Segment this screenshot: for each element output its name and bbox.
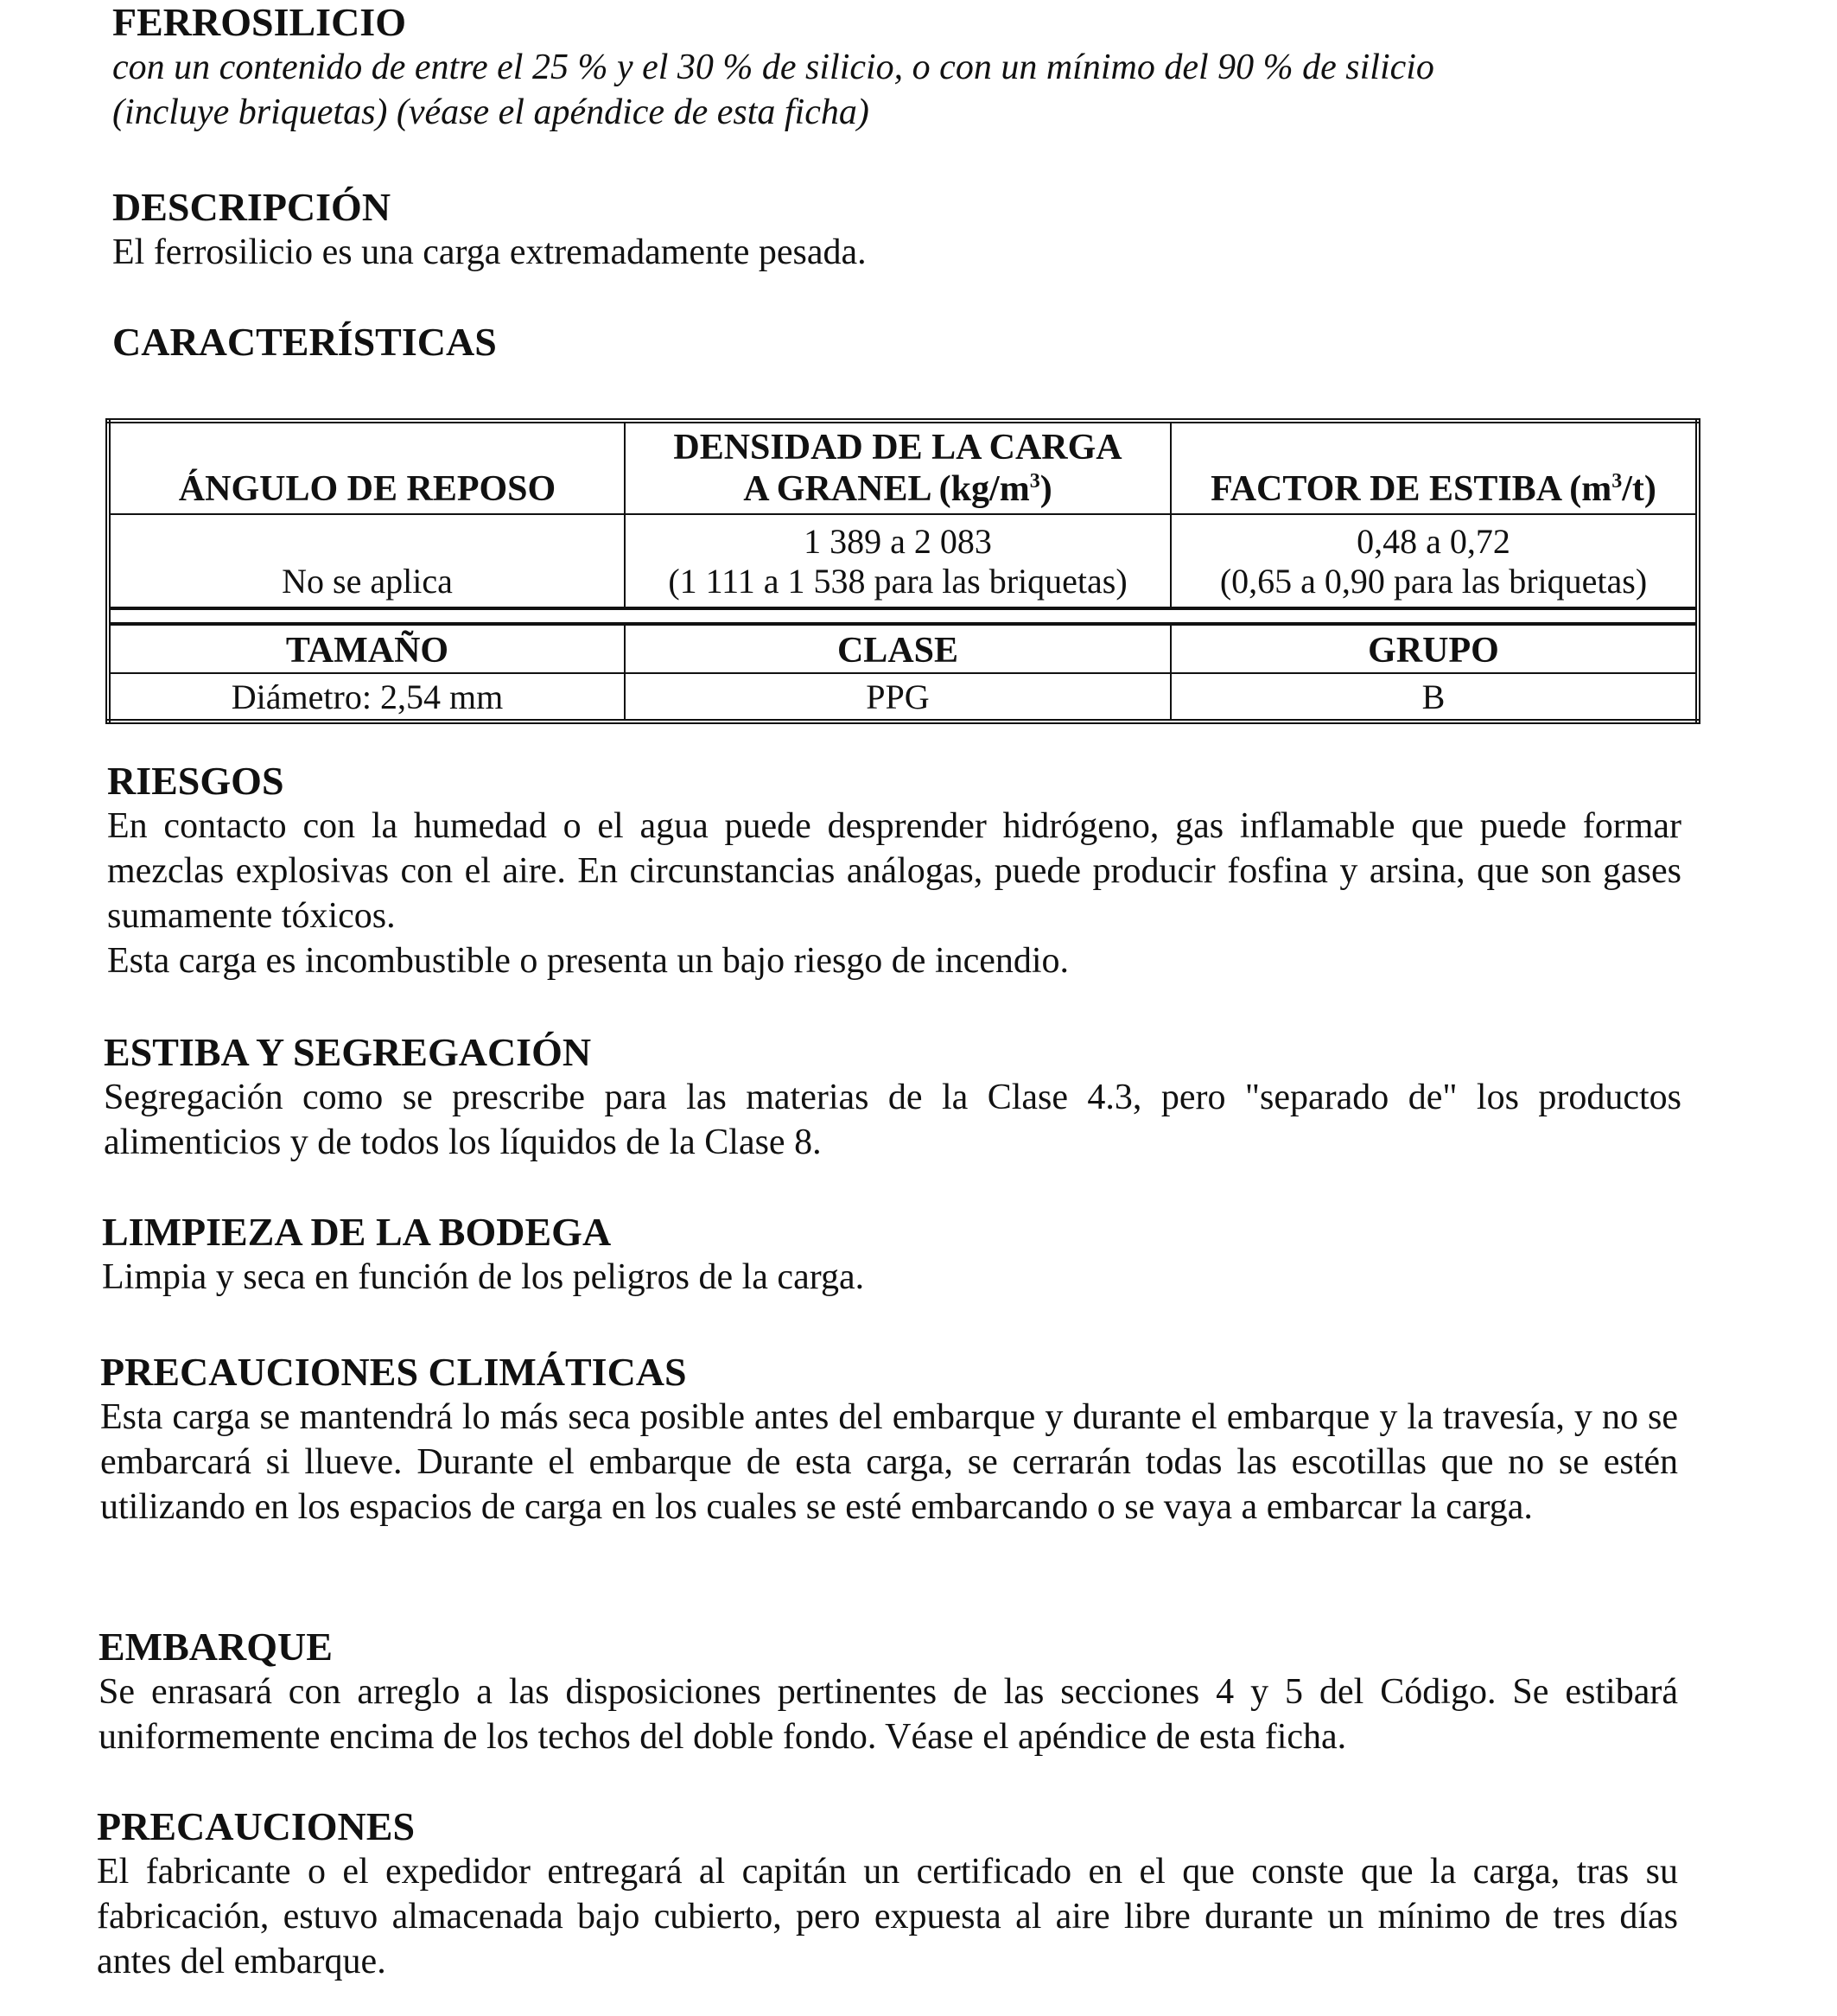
header-angulo: ÁNGULO DE REPOSO	[108, 421, 625, 514]
characteristics-table-wrap	[105, 418, 1695, 724]
riesgos-text-2: Esta carga es incombustible o presenta un bajo riesgo de incendio.	[107, 941, 1070, 981]
descripcion-heading: DESCRIPCIÓN	[112, 185, 391, 229]
riesgos-section	[107, 759, 1681, 983]
estiba-heading: ESTIBA Y SEGREGACIÓN	[104, 1030, 592, 1074]
climaticas-heading: PRECAUCIONES CLIMÁTICAS	[100, 1350, 687, 1394]
table-separator	[108, 608, 1698, 624]
table-row	[108, 514, 1698, 608]
table-header-row-2	[108, 624, 1698, 673]
precauciones-heading: PRECAUCIONES	[97, 1804, 416, 1848]
document-title: FERROSILICIO	[112, 0, 406, 44]
value-grupo: B	[1171, 673, 1698, 722]
limpieza-heading: LIMPIEZA DE LA BODEGA	[102, 1210, 612, 1254]
limpieza-text: Limpia y seca en función de los peligros de la carga.	[102, 1257, 865, 1297]
value-densidad: 1 389 a 2 083 (1 111 a 1 538 para las briquetas)	[625, 514, 1171, 608]
title-subtitle-line1: con un contenido de entre el 25 % y el 30 % de silicio, o con un mínimo del 90 % de silicio	[112, 48, 1434, 87]
title-subtitle-line2: (incluye briquetas) (véase el apéndice de esta ficha)	[112, 92, 869, 132]
precauciones-section	[97, 1804, 1678, 1984]
header-clase: CLASE	[625, 624, 1171, 673]
header-grupo: GRUPO	[1171, 624, 1698, 673]
header-factor: FACTOR DE ESTIBA $(m^3/t)$	[1171, 421, 1698, 514]
caracteristicas-heading: CARACTERÍSTICAS	[112, 320, 497, 364]
value-tamano: Diámetro: 2,54 mm	[108, 673, 625, 722]
climaticas-section	[100, 1350, 1678, 1529]
limpieza-section	[102, 1210, 1680, 1300]
descripcion-text: El ferrosilicio es una carga extremadamente pesada.	[112, 232, 867, 272]
value-angulo: No se aplica	[108, 514, 625, 608]
value-clase: PPG	[625, 673, 1171, 722]
header-tamano: TAMAÑO	[108, 624, 625, 673]
header-densidad: DENSIDAD DE LA CARGA A GRANEL $(kg/m^3)$	[625, 421, 1171, 514]
title-block	[112, 0, 1694, 135]
table-header-row	[108, 421, 1698, 514]
table-row	[108, 673, 1698, 722]
estiba-section	[104, 1030, 1681, 1165]
characteristics-table	[105, 418, 1700, 724]
precauciones-text: El fabricante o el expedidor entregará al capitán un certificado en el que conste que la carga, tras su fabricación, estuvo almacenada bajo cubierto, pero expuesta al aire libre durante un mínimo de tres días antes del embarque.	[97, 1852, 1678, 1981]
embarque-text: Se enrasará con arreglo a las disposiciones pertinentes de las secciones 4 y 5 del Código. Se estibará uniformemente encima de los techos del doble fondo. Véase el apéndice de esta ficha.	[99, 1672, 1678, 1757]
riesgos-heading: RIESGOS	[107, 759, 284, 803]
riesgos-text: En contacto con la humedad o el agua puede desprender hidrógeno, gas inflamable que puede formar mezclas explosivas con el aire. En circunstancias análogas, puede producir fosfina y arsina, que son gases sumamente tóxicos.	[107, 806, 1681, 936]
embarque-heading: EMBARQUE	[99, 1625, 333, 1669]
embarque-section	[99, 1625, 1678, 1759]
climaticas-text: Esta carga se mantendrá lo más seca posible antes del embarque y durante el embarque y la travesía, y no se embarcará si llueve. Durante el embarque de esta carga, se cerrarán todas las escotillas que no se estén utilizando en los espacios de carga en los cuales se esté embarcando o se vaya a embarcar la carga.	[100, 1397, 1678, 1527]
caracteristicas-section	[112, 320, 1694, 365]
value-factor: 0,48 a 0,72 (0,65 a 0,90 para las briquetas)	[1171, 514, 1698, 608]
estiba-text: Segregación como se prescribe para las materias de la Clase 4.3, pero "separado de" los productos alimenticios y de todos los líquidos de la Clase 8.	[104, 1078, 1681, 1162]
descripcion-section	[112, 185, 1694, 275]
